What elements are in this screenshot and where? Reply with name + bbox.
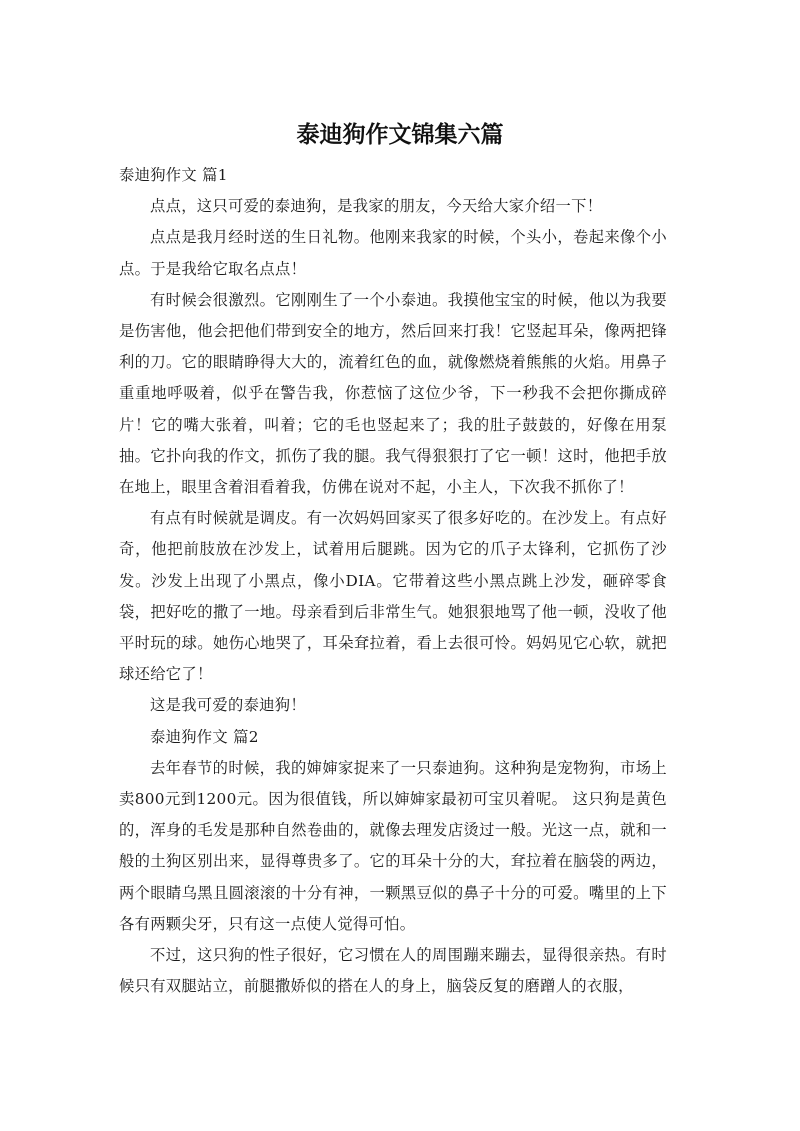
paragraph: 这是我可爱的泰迪狗！ [150, 696, 306, 715]
section-heading: 泰迪狗作文 篇1 [119, 166, 228, 184]
document-title: 泰迪狗作文锦集六篇 [296, 122, 504, 148]
paragraph: 点点是我月经时送的生日礼物。他刚来我家的时候，个头小，卷起来像个小点。于是我给它取名点点！ [119, 228, 667, 278]
section-heading: 泰迪狗作文 篇2 [150, 727, 259, 746]
paragraph: 有点有时候就是调皮。有一次妈妈回家买了很多好吃的。在沙发上。有点好奇，他把前肢放在沙发上，试着用后腿跳。因为它的爪子太锋利，它抓伤了沙发。沙发上出现了小黑点，像小DIA。它带着这些小黑点跳上沙发，砸碎零食袋，把好吃的撒了一地。母亲看到后非常生气。她狠狠地骂了他一顿，没收了他平时玩的球。她伤心地哭了，耳朵耷拉着，看上去很可怜。妈妈见它心软，就把球还给它了！ [119, 509, 667, 684]
paragraph: 有时候会很激烈。它刚刚生了一个小泰迪。我摸他宝宝的时候，他以为我要是伤害他，他会把他们带到安全的地方，然后回来打我！它竖起耳朵，像两把锋利的刀。它的眼睛睁得大大的，流着红色的血，就像燃烧着熊熊的火焰。用鼻子重重地呼吸着，似乎在警告我，你惹恼了这位少爷，下一秒我不会把你撕成碎片！它的嘴大张着，叫着；它的毛也竖起来了；我的肚子鼓鼓的，好像在用泵抽。它扑向我的作文，抓伤了我的腿。我气得狠狠打了它一顿！这时，他把手放在地上，眼里含着泪看着我，仿佛在说对不起，小主人，下次我不抓你了！ [119, 290, 667, 497]
paragraph: 去年春节的时候，我的婶婶家捉来了一只泰迪狗。这种狗是宠物狗，市场上卖800元到1200元。因为很值钱，所以婶婶家最初可宝贝着呢。 这只狗是黄色的，浑身的毛发是那种自然卷曲的，就像去理发店烫过一般。光这一点，就和一般的土狗区别出来，显得尊贵多了。它的耳朵十分的大，耷拉着在脑袋的两边，两个眼睛乌黑且圆滚滚的十分有神，一颗黑豆似的鼻子十分的可爱。嘴里的上下各有两颗尖牙，只有这一点使人觉得可怕。 [119, 758, 667, 933]
paragraph: 点点，这只可爱的泰迪狗，是我家的朋友，今天给大家介绍一下！ [150, 197, 603, 216]
document-body [119, 160, 667, 1002]
paragraph: 不过，这只狗的性子很好，它习惯在人的周围蹦来蹦去，显得很亲热。有时候只有双腿站立，前腿撒娇似的搭在人的身上，脑袋反复的磨蹭人的衣服， [119, 946, 667, 996]
